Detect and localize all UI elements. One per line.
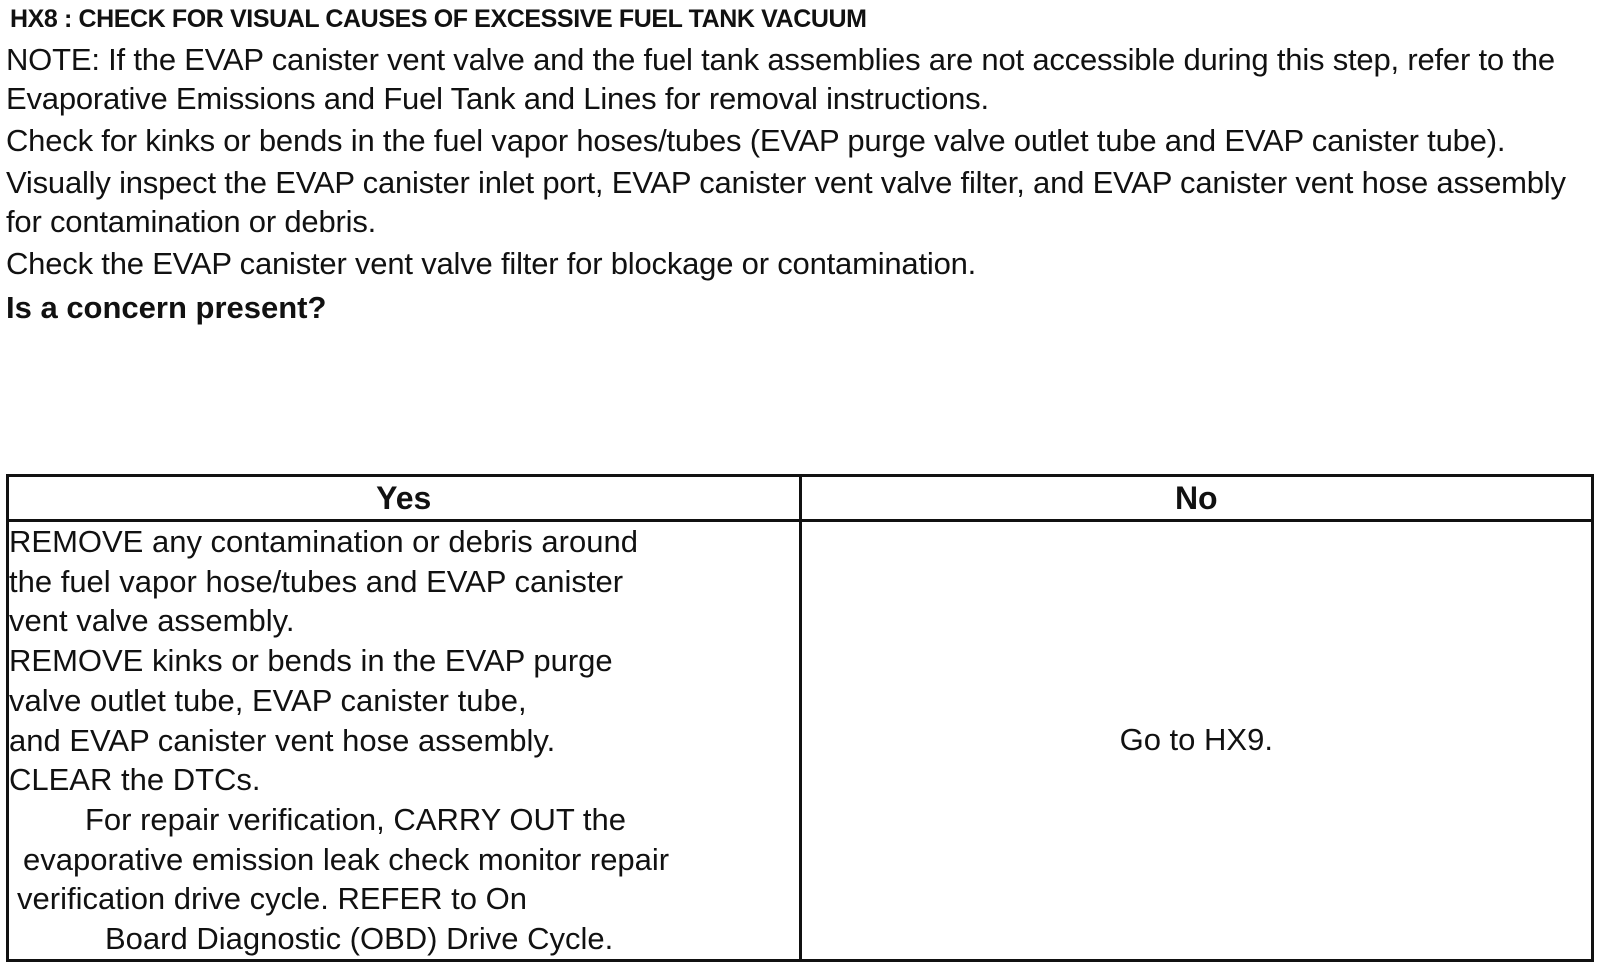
yes-line: verification drive cycle. REFER to On <box>17 881 527 917</box>
concern-question: Is a concern present? <box>6 290 327 325</box>
answer-table <box>6 474 1594 962</box>
yes-line: CLEAR the DTCs. <box>9 762 261 798</box>
yes-line: REMOVE kinks or bends in the EVAP purge <box>9 643 613 679</box>
no-header: No <box>800 476 1592 521</box>
yes-line: and EVAP canister vent hose assembly. <box>9 722 556 758</box>
yes-line: vent valve assembly. <box>9 603 295 639</box>
inspect-paragraph: Visually inspect the EVAP canister inlet port, EVAP canister vent valve filter, and EVAP canister vent hose assembly for contamination or debris. <box>6 165 1566 239</box>
yes-line: REMOVE any contamination or debris around <box>9 524 638 559</box>
yes-line: evaporative emission leak check monitor repair <box>23 841 670 877</box>
yes-line: Board Diagnostic (OBD) Drive Cycle. <box>105 921 614 957</box>
step-title: HX8 : CHECK FOR VISUAL CAUSES OF EXCESSIVE FUEL TANK VACUUM <box>10 5 867 33</box>
yes-line: the fuel vapor hose/tubes and EVAP canister <box>9 563 624 599</box>
note-paragraph: NOTE: If the EVAP canister vent valve and the fuel tank assemblies are not accessible during this step, refer to the Evaporative Emissions and Fuel Tank and Lines for removal instructions. <box>6 42 1555 116</box>
answer-body-row <box>8 521 1593 961</box>
answer-header-row <box>8 476 1593 521</box>
check-kinks-paragraph: Check for kinks or bends in the fuel vapor hoses/tubes (EVAP purge valve outlet tube and EVAP canister tube). <box>6 123 1506 158</box>
yes-line: valve outlet tube, EVAP canister tube, <box>9 682 527 718</box>
yes-cell <box>8 521 801 961</box>
yes-header: Yes <box>8 476 801 521</box>
no-cell: Go to HX9. <box>800 521 1592 961</box>
document <box>4 0 1594 327</box>
check-filter-paragraph: Check the EVAP canister vent valve filter for blockage or contamination. <box>6 246 977 281</box>
yes-line: For repair verification, CARRY OUT the <box>85 801 626 837</box>
